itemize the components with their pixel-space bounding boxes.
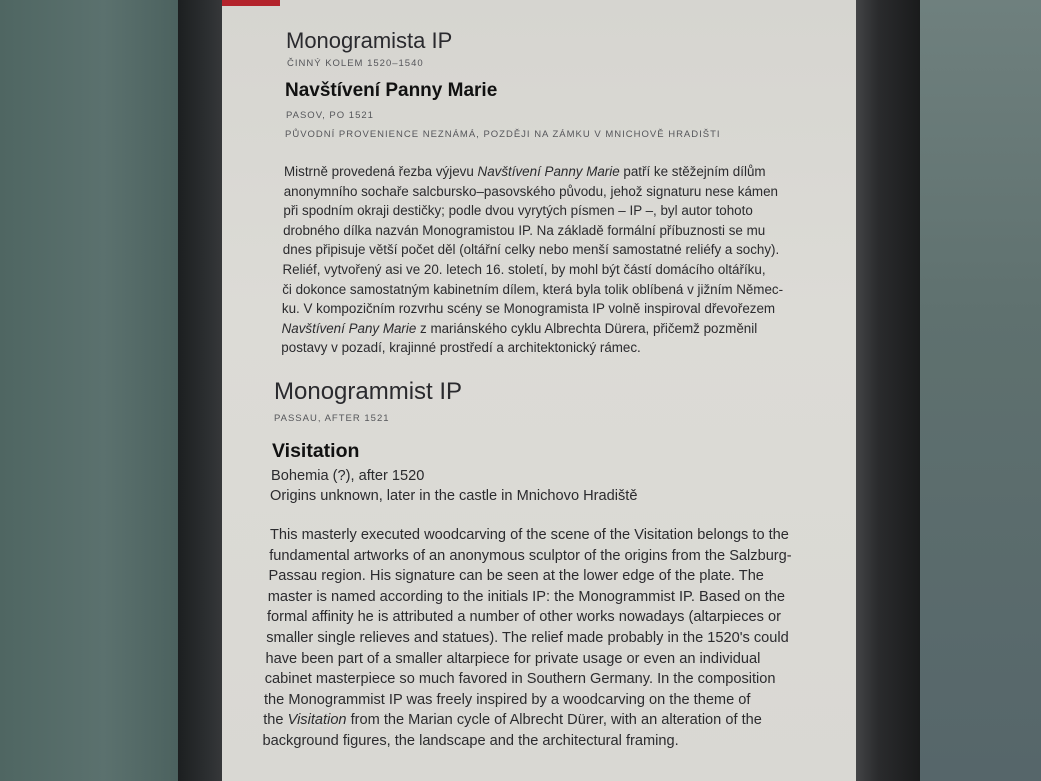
english-origin: Bohemia (?), after 1520 [271,468,425,484]
description-line [283,223,765,238]
czech-active-period: ČINNÝ KOLEM 1520–1540 [287,58,424,69]
text-segment: This masterly executed woodcarving of the scene of the Visitation belongs to the [270,527,789,543]
text-segment: Reliéf, vytvořený asi ve 20. letech 16. století, by mohl být částí domácího oltáříku, [282,262,766,277]
display-frame-left [178,0,228,781]
text-segment: drobného dílka nazván Monogramistou IP. Na základě formální příbuznosti se mu [283,222,766,238]
czech-provenance: PŮVODNÍ PROVENIENCE NEZNÁMÁ, POZDĚJI NA ZÁMKU V MNICHOVĚ HRADIŠTI [285,129,721,140]
red-tab [222,0,280,6]
text-segment: have been part of a smaller altarpiece for private usage or even an individual [265,650,761,667]
description-line [266,651,761,667]
description-line [281,340,640,355]
description-line [282,282,783,297]
text-segment: background figures, the landscape and the architectural framing. [262,733,679,749]
text-segment: the [263,712,288,729]
text-segment: Mistrně provedená řezba výjevu [284,164,478,179]
text-segment: formal affinity he is attributed a number of other works nowadays (altarpieces or [267,609,782,626]
czech-artist-name: Monogramista IP [286,28,453,53]
text-segment: from the Marian cycle of Albrecht Dürer, with an alteration of the [346,712,762,729]
description-line [284,164,766,179]
text-segment: fundamental artworks of an anonymous sculptor of the origins from the Salzburg- [269,547,792,564]
description-line [269,548,791,564]
italic-title-text: Navštívení Pany Marie [281,320,417,336]
text-segment: Passau region. His signature can be seen at the lower edge of the plate. The [268,568,764,585]
description-line [267,609,781,625]
description-line [263,712,762,728]
english-place-date: PASSAU, AFTER 1521 [274,413,390,424]
description-line [269,568,764,584]
text-segment: dnes připisuje větší počet děl (oltářní celky nebo menší samostatné reliéfy a sochy). [282,242,780,258]
english-provenance: Origins unknown, later in the castle in Mnichovo Hradiště [270,488,638,504]
text-segment: z mariánského cyklu Albrechta Dürera, přičemž pozměnil [416,320,758,336]
description-line [283,203,752,218]
description-line [282,301,775,316]
text-segment: postavy v pozadí, krajinné prostředí a architektonický rámec. [281,340,641,356]
description-line [270,527,789,543]
text-segment: či dokonce samostatným kabinetním dílem, která byla tolik oblíbená v jižním Němec- [282,281,784,297]
background-wall [900,0,1041,781]
display-frame-right [850,0,920,781]
italic-title-text: Visitation [287,712,347,729]
text-segment: ku. V kompozičním rozvrhu scény se Monogramista IP volně inspiroval dřevořezem [281,301,776,317]
text-segment: při spodním okraji destičky; podle dvou vyrytých písmen – IP –, byl autor tohoto [283,203,753,219]
description-line [263,733,679,749]
text-segment: anonymního sochaře salcbursko–pasovského původu, jehož signaturu nese kámen [283,183,778,199]
text-segment: smaller single relieves and statues). The relief made probably in the 1520's could [266,630,789,646]
english-artwork-title: Visitation [272,440,360,462]
description-line [265,671,776,687]
text-segment: the Monogrammist IP was freely inspired by a woodcarving on the theme of [264,691,751,708]
english-artist-name: Monogrammist IP [274,378,463,405]
text-segment: cabinet masterpiece so much favored in Southern Germany. In the composition [264,671,776,688]
description-line [282,321,758,336]
description-line [268,589,785,605]
description-line [284,184,778,199]
description-line [283,242,779,257]
description-line [283,262,766,277]
text-segment: master is named according to the initials IP: the Monogrammist IP. Based on the [267,588,786,605]
description-line [264,692,750,708]
czech-place-date: PASOV, PO 1521 [286,110,374,121]
italic-title-text: Navštívení Panny Marie [477,164,620,179]
czech-artwork-title: Navštívení Panny Marie [285,80,498,101]
text-segment: patří ke stěžejním dílům [619,164,766,179]
description-line [266,630,789,646]
